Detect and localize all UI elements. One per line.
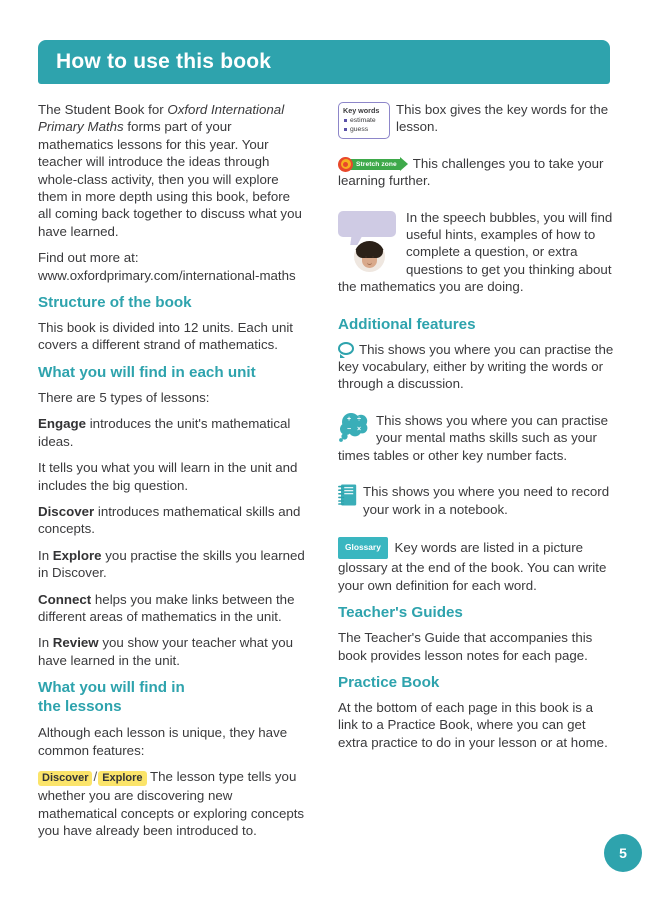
practice-book-text: At the bottom of each page in this book is a link to a Practice Book, where you can get extra practice to do in your lesson or at home. [338, 699, 608, 750]
engage-label: Engage [38, 416, 87, 432]
svg-text:+: + [346, 415, 352, 423]
target-icon-ring-center [343, 162, 348, 167]
connect-description [38, 591, 306, 626]
right-column [338, 101, 614, 760]
avatar-mouth [367, 262, 372, 265]
heading-teachers-guides: Teacher's Guides [338, 604, 463, 622]
review-prefix: In [38, 635, 53, 651]
discover-label: Discover [38, 503, 95, 519]
pill-separator: / [93, 768, 98, 784]
glossary-feature [338, 537, 614, 594]
heading-structure-of-the-book: Structure of the book [38, 294, 192, 312]
engage-description [38, 415, 306, 450]
intro-paragraph [38, 101, 306, 240]
connect-label: Connect [38, 591, 92, 607]
avatar-eye-right [372, 256, 374, 258]
left-column [38, 101, 306, 849]
teachers-guides-text: The Teacher's Guide that accompanies this book provides lesson notes for each page. [338, 630, 593, 663]
review-description [38, 634, 306, 669]
engage-text: introduces the unit's mathematical ideas. [38, 416, 291, 449]
stretch-zone-description: This challenges you to take your learning further. [338, 155, 604, 189]
avatar [354, 241, 385, 272]
target-icon-ring-middle [341, 159, 351, 169]
discover-description [38, 503, 306, 538]
stretch-zone-banner [350, 159, 400, 170]
svg-text:÷: ÷ [357, 415, 361, 423]
heading-what-you-will-find-in-the-lessons [38, 678, 306, 716]
connect-text: helps you make links between the different areas of mathematics in the unit. [38, 591, 295, 624]
speech-outline-icon-tail [340, 354, 345, 358]
page-number-badge: 5 [604, 834, 642, 872]
intro-text-b: forms part of your mathematics lessons for this year. Your teacher will introduce the ideas through whole-class activity, then you will explore them in more depth using this book, before all coming back together to discuss what you have learned. [38, 119, 302, 239]
page-header-banner [38, 40, 610, 84]
stretch-zone-arrow-icon [400, 157, 408, 171]
lesson-type-text: The lesson type tells you whether you are discovering new mathematical concepts or exploring concepts you have already been introduced to. [38, 768, 305, 839]
key-words-feature [338, 101, 614, 145]
svg-text:−: − [346, 425, 352, 433]
key-words-box [338, 102, 390, 139]
speech-bubble-icon [338, 211, 396, 237]
notebook-description: This shows you where you need to record your work in a notebook. [363, 484, 610, 517]
speech-bubble-feature [338, 209, 614, 305]
explore-prefix: In [38, 547, 53, 563]
maths-thought-cloud-icon [338, 412, 370, 442]
find-out-more-paragraph: Find out more at: www.oxfordprimary.com/international-maths [38, 250, 296, 283]
heading-practice-book: Practice Book [338, 673, 440, 691]
lesson-type-paragraph [38, 768, 306, 840]
explore-description [38, 547, 306, 582]
book-title-italic: Oxford International Primary Maths [38, 102, 285, 135]
engage-note: It tells you what you will learn in the unit and includes the big question. [38, 460, 298, 493]
speech-outline-icon [338, 342, 355, 358]
notebook-icon [338, 484, 357, 506]
intro-text-a: The Student Book for [38, 102, 168, 117]
stretch-zone-feature [338, 155, 614, 199]
key-words-description: This box gives the key words for the lesson. [396, 102, 609, 135]
speech-bubble-description: In the speech bubbles, you will find useful hints, examples of how to complete a question, or extra questions to get you thinking about the mathematics you are doing. [338, 209, 613, 295]
explore-label: Explore [52, 547, 102, 563]
review-label: Review [52, 635, 99, 651]
explore-text: you practise the skills you learned in Discover. [38, 547, 305, 581]
common-features-text: Although each lesson is unique, they have common features: [38, 725, 288, 758]
review-text: you show your teacher what you have learned in the unit. [38, 635, 294, 668]
svg-text:×: × [356, 425, 362, 433]
discover-text: introduces mathematical skills and concepts. [38, 503, 301, 537]
glossary-description: Key words are listed in a picture glossary at the end of the book. You can write your own definition for each word. [338, 539, 607, 593]
lessons-heading-line2: the lessons [38, 698, 122, 716]
stretch-zone-badge [338, 157, 408, 172]
key-words-box-title: Key words [343, 106, 380, 115]
mental-maths-description: This shows you where you can practise your mental maths skills such as your times tables or other key number facts. [338, 412, 609, 463]
vocabulary-description: This shows you where you can practise the key vocabulary, either by writing the words or through a discussion. [338, 341, 614, 392]
key-word-item: estimate [343, 116, 385, 125]
speech-bubble-illustration [338, 211, 400, 273]
heading-additional-features: Additional features [338, 315, 476, 333]
heading-what-you-will-find-in-each-unit: What you will find in each unit [38, 363, 256, 381]
lessons-heading-line1: What you will find in [38, 679, 185, 697]
target-icon [338, 157, 353, 172]
notebook-feature [338, 483, 614, 527]
stretch-zone-label: Stretch zone [356, 160, 397, 168]
key-words-list [343, 116, 385, 134]
avatar-hair [356, 241, 383, 258]
glossary-badge: Glossary [338, 537, 388, 559]
key-word-item: guess [343, 125, 385, 134]
discover-highlight-pill: Discover [38, 771, 92, 786]
explore-highlight-pill: Explore [98, 771, 146, 786]
vocabulary-feature [338, 341, 614, 402]
avatar-eye-left [365, 256, 367, 258]
page-title: How to use this book [56, 50, 272, 73]
structure-body: This book is divided into 12 units. Each unit covers a different strand of mathematics. [38, 320, 294, 353]
lesson-types-intro: There are 5 types of lessons: [38, 389, 210, 405]
mental-maths-feature [338, 412, 614, 473]
